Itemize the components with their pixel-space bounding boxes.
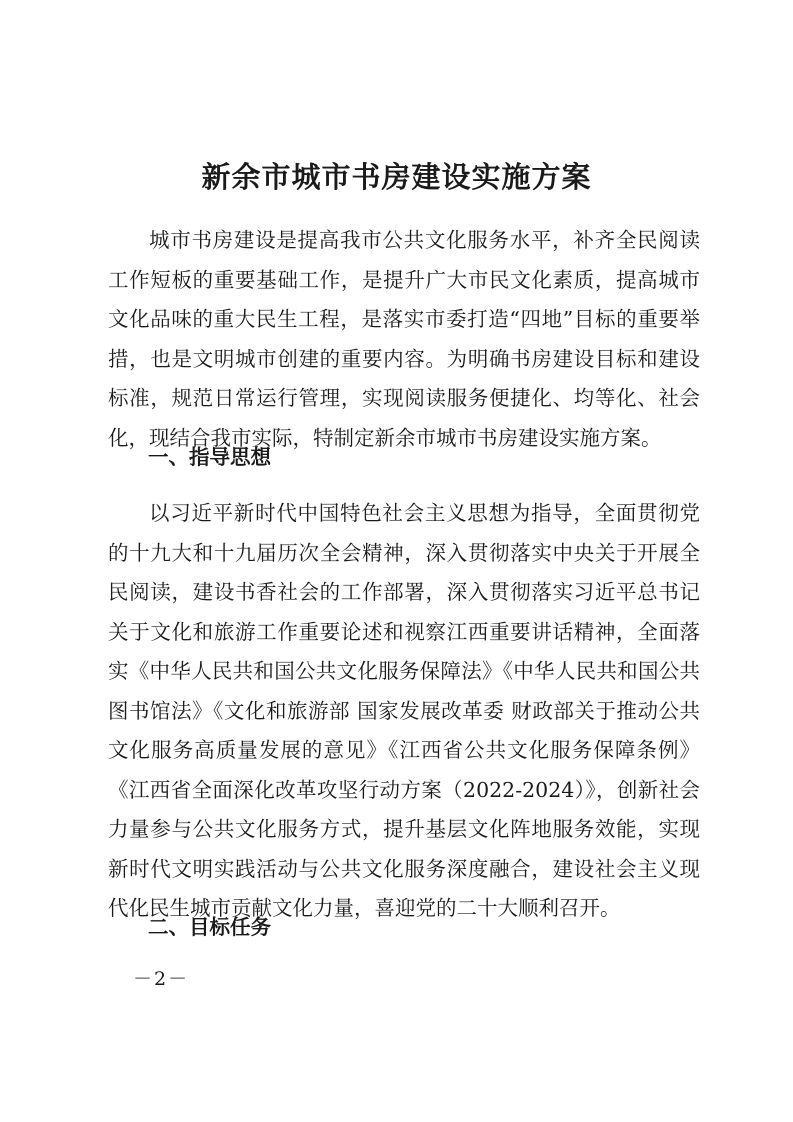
- document-title: 新余市城市书房建设实施方案: [201, 160, 592, 195]
- guiding-ideology-paragraph: 以习近平新时代中国特色社会主义思想为指导，全面贯彻党的十九大和十九届历次全会精神，深入贯彻落实中央关于开展全民阅读，建设书香社会的工作部署，深入贯彻落实习近平总书记关于文化和旅游工作重要论述和视察江西重要讲话精神，全面落实《中华人民共和国公共文化服务保障法》《中华人民共和国公共图书馆法》《文化和旅游部 国家发展改革委 财政部关于推动公共文化服务高质量发展的意见》《江西省公共文化服务保障条例》《江西省全面深化改革攻坚行动方案（2022-2024）》，创新社会力量参与公共文化服务方式，提升基层文化阵地服务效能，实现新时代文明实践活动与公共文化服务深度融合，建设社会主义现代化民生城市贡献文化力量，喜迎党的二十大顺利召开。: [108, 501, 700, 920]
- section-heading-goals-tasks: 二、目标任务: [148, 915, 271, 939]
- intro-paragraph: 城市书房建设是提高我市公共文化服务水平，补齐全民阅读工作短板的重要基础工作，是提升广大市民文化素质，提高城市文化品味的重大民生工程，是落实市委打造“四地”目标的重要举措，也是文明城市创建的重要内容。为明确书房建设目标和建设标准，规范日常运行管理，实现阅读服务便捷化、均等化、社会化，现结合我市实际，特制定新余市城市书房建设实施方案。: [108, 228, 700, 450]
- section-heading-guiding-ideology: 一、指导思想: [148, 445, 271, 469]
- page-number: －2－: [133, 968, 190, 990]
